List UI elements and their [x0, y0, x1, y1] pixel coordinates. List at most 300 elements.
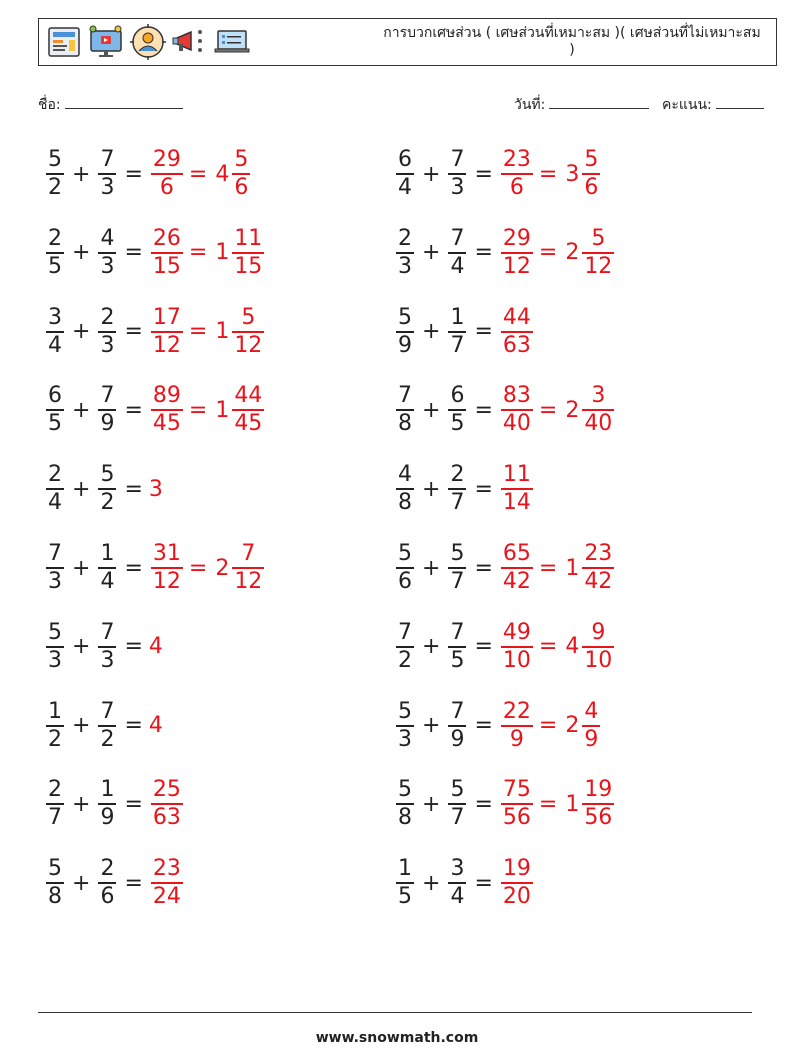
answer	[499, 305, 535, 359]
addend-a-fraction-denominator: 3	[398, 253, 412, 279]
addend-b-fraction-numerator: 7	[450, 225, 465, 251]
answer	[149, 305, 266, 359]
equals-sign: =	[474, 555, 493, 581]
mixed-fraction	[232, 147, 250, 201]
addend-a-fraction-numerator: 6	[398, 147, 412, 172]
answer	[149, 777, 185, 831]
answer	[499, 777, 616, 831]
answer-fraction-denominator: 20	[502, 884, 531, 910]
addend-b-fraction	[98, 777, 116, 831]
answer	[499, 620, 616, 674]
equals-sign: =	[474, 870, 493, 896]
answer	[149, 226, 266, 280]
answer-fraction-numerator: 29	[152, 147, 181, 172]
addend-b-fraction	[98, 147, 116, 201]
plus-sign: +	[72, 791, 91, 817]
answer-equals-sign: =	[188, 161, 208, 187]
answer-fraction-numerator: 83	[502, 383, 531, 409]
equals-sign: =	[474, 791, 493, 817]
mixed-whole-number: 2	[565, 240, 580, 266]
addend-b-fraction-denominator: 3	[100, 332, 115, 358]
addend-a-fraction-denominator: 2	[48, 726, 62, 752]
date-label: วันที่:	[514, 97, 546, 113]
addend-a-fraction-denominator: 2	[398, 647, 412, 673]
answer	[499, 226, 616, 280]
plus-sign: +	[72, 476, 91, 502]
equals-sign: =	[474, 240, 493, 266]
addend-b-fraction-numerator: 7	[450, 619, 465, 645]
answer-fraction-numerator: 89	[152, 383, 181, 409]
addend-b-fraction-numerator: 7	[100, 383, 115, 409]
answer-fraction	[501, 541, 533, 595]
footer-url: www.snowmath.com	[315, 1030, 479, 1046]
equals-sign: =	[124, 713, 143, 739]
addend-a-fraction-denominator: 4	[48, 490, 62, 516]
mixed-whole-number: 2	[215, 555, 230, 581]
answer-equals-sign: =	[538, 555, 558, 581]
addend-a-fraction-denominator: 2	[48, 175, 62, 200]
mixed-whole-number: 3	[565, 161, 580, 187]
addend-b-fraction	[448, 777, 466, 831]
mixed-fraction	[582, 226, 614, 280]
mixed-whole-number: 1	[565, 791, 580, 817]
answer-fraction	[151, 383, 183, 437]
mixed-fraction-denominator: 12	[234, 332, 263, 358]
mixed-fraction-numerator: 5	[591, 225, 606, 251]
laptop-list-icon	[213, 23, 251, 61]
addend-b-fraction-numerator: 6	[450, 383, 465, 409]
answer-fraction-numerator: 75	[502, 777, 531, 803]
addend-b-fraction	[448, 856, 466, 910]
addend-b-fraction-numerator: 5	[450, 541, 465, 566]
answer-fraction-numerator: 65	[502, 541, 531, 566]
name-field[interactable]	[38, 94, 183, 116]
answer-fraction	[501, 147, 533, 201]
problem-item	[394, 853, 535, 913]
addend-a-fraction-denominator: 4	[398, 175, 412, 200]
problem-item	[394, 774, 616, 834]
addend-b-fraction-denominator: 3	[100, 253, 115, 279]
addend-b-fraction-numerator: 5	[450, 777, 465, 803]
plus-sign: +	[422, 870, 441, 896]
addend-a-fraction-numerator: 2	[48, 462, 62, 488]
answer-fraction-numerator: 23	[152, 856, 181, 882]
answer-fraction-denominator: 6	[159, 175, 174, 200]
answer-equals-sign: =	[188, 397, 208, 423]
addend-a-fraction-numerator: 5	[398, 698, 412, 724]
answer-fraction-numerator: 31	[152, 541, 181, 566]
mixed-fraction	[582, 147, 600, 201]
addend-a-fraction	[396, 147, 414, 201]
addend-a-fraction-denominator: 4	[48, 332, 62, 358]
addend-b-fraction	[448, 305, 466, 359]
addend-a-fraction	[46, 462, 64, 516]
addend-a-fraction	[396, 383, 414, 437]
problem-item	[44, 696, 163, 756]
mixed-fraction-numerator: 5	[584, 147, 599, 172]
mixed-fraction-numerator: 4	[584, 698, 599, 724]
addend-a-fraction-numerator: 5	[398, 541, 412, 566]
addend-b-fraction	[448, 226, 466, 280]
addend-b-fraction	[448, 462, 466, 516]
equals-sign: =	[474, 161, 493, 187]
problem-item	[44, 223, 266, 283]
mixed-fraction-numerator: 5	[234, 147, 249, 172]
mixed-fraction	[232, 383, 264, 437]
answer-whole-number: 4	[148, 634, 163, 660]
addend-b-fraction	[98, 856, 116, 910]
mixed-fraction-denominator: 9	[584, 726, 599, 752]
name-blank[interactable]	[65, 95, 183, 109]
mixed-whole-number: 4	[565, 634, 580, 660]
addend-b-fraction	[98, 462, 116, 516]
addend-a-fraction-denominator: 8	[398, 490, 412, 516]
mixed-fraction-denominator: 45	[234, 411, 263, 437]
video-screen-icon	[87, 23, 125, 61]
plus-sign: +	[72, 161, 91, 187]
equals-sign: =	[124, 476, 143, 502]
addend-a-fraction-numerator: 7	[398, 619, 412, 645]
mixed-fraction	[582, 777, 614, 831]
answer-fraction	[151, 305, 183, 359]
answer	[499, 462, 535, 516]
mixed-whole-number: 1	[215, 397, 230, 423]
addend-a-fraction-denominator: 5	[48, 253, 62, 279]
date-blank[interactable]	[549, 95, 649, 109]
mixed-fraction-denominator: 10	[584, 647, 613, 673]
mixed-whole-number: 1	[215, 240, 230, 266]
addend-b-fraction-denominator: 4	[450, 253, 465, 279]
equals-sign: =	[474, 476, 493, 502]
addend-b-fraction-denominator: 3	[100, 175, 115, 200]
equals-sign: =	[124, 870, 143, 896]
footer-divider	[38, 1012, 752, 1013]
answer-fraction-numerator: 49	[502, 619, 531, 645]
addend-b-fraction	[448, 147, 466, 201]
addend-b-fraction-denominator: 2	[100, 726, 115, 752]
addend-b-fraction-denominator: 9	[100, 805, 115, 831]
mixed-fraction-numerator: 3	[591, 383, 606, 409]
newspaper-icon	[45, 23, 83, 61]
answer-fraction-denominator: 6	[509, 175, 524, 200]
answer-fraction-denominator: 63	[502, 332, 531, 358]
answer-fraction-numerator: 44	[502, 304, 531, 330]
answer-fraction	[501, 699, 533, 753]
answer-equals-sign: =	[188, 319, 208, 345]
addend-b-fraction-denominator: 7	[450, 805, 465, 831]
score-label: คะแนน:	[662, 97, 712, 113]
addend-b-fraction-numerator: 3	[450, 856, 465, 882]
addend-a-fraction-numerator: 6	[48, 383, 62, 409]
answer-equals-sign: =	[538, 161, 558, 187]
addend-b-fraction-numerator: 7	[100, 698, 115, 724]
problem-item	[394, 144, 602, 204]
mixed-fraction-denominator: 12	[584, 253, 613, 279]
problem-item	[44, 459, 163, 519]
plus-sign: +	[422, 319, 441, 345]
user-target-icon	[129, 23, 167, 61]
answer-equals-sign: =	[538, 791, 558, 817]
plus-sign: +	[72, 634, 91, 660]
answer-fraction	[501, 226, 533, 280]
answer-fraction	[151, 856, 183, 910]
answer	[149, 541, 266, 595]
addend-a-fraction-numerator: 1	[48, 698, 62, 724]
answer-fraction-denominator: 10	[502, 647, 531, 673]
plus-sign: +	[422, 791, 441, 817]
answer	[149, 856, 185, 910]
addend-a-fraction	[46, 699, 64, 753]
answer	[499, 147, 602, 201]
addend-b-fraction-numerator: 7	[100, 619, 115, 645]
answer-fraction-denominator: 12	[152, 569, 181, 594]
addend-b-fraction	[98, 699, 116, 753]
score-blank[interactable]	[716, 95, 764, 109]
addend-b-fraction	[448, 383, 466, 437]
mixed-fraction	[232, 226, 264, 280]
mixed-fraction-numerator: 19	[584, 777, 613, 803]
answer-fraction-numerator: 11	[502, 462, 531, 488]
problem-item	[44, 144, 252, 204]
answer-fraction-numerator: 25	[152, 777, 181, 803]
plus-sign: +	[422, 555, 441, 581]
addend-b-fraction	[98, 541, 116, 595]
answer-fraction	[151, 541, 183, 595]
problem-item	[44, 617, 163, 677]
answer-fraction-denominator: 14	[502, 490, 531, 516]
equals-sign: =	[124, 397, 143, 423]
answer-fraction	[501, 777, 533, 831]
mixed-fraction-numerator: 5	[241, 304, 256, 330]
answer	[499, 383, 616, 437]
addend-a-fraction-denominator: 6	[398, 569, 412, 594]
date-field[interactable]	[514, 94, 649, 116]
addend-a-fraction-numerator: 5	[398, 304, 412, 330]
mixed-fraction-numerator: 44	[234, 383, 263, 409]
plus-sign: +	[422, 161, 441, 187]
problem-item	[394, 459, 535, 519]
addend-b-fraction-numerator: 1	[100, 777, 115, 803]
answer-equals-sign: =	[538, 713, 558, 739]
equals-sign: =	[124, 240, 143, 266]
mixed-fraction-numerator: 9	[591, 619, 606, 645]
mixed-whole-number: 2	[565, 397, 580, 423]
addend-a-fraction-numerator: 1	[398, 856, 412, 882]
answer	[149, 634, 163, 659]
answer-fraction	[151, 147, 183, 201]
answer-fraction-denominator: 63	[152, 805, 181, 831]
answer-fraction-numerator: 19	[502, 856, 531, 882]
addend-a-fraction	[46, 777, 64, 831]
equals-sign: =	[474, 634, 493, 660]
plus-sign: +	[422, 476, 441, 502]
equals-sign: =	[474, 319, 493, 345]
addend-a-fraction	[396, 777, 414, 831]
answer-fraction-denominator: 24	[152, 884, 181, 910]
answer	[149, 713, 163, 738]
addend-a-fraction-numerator: 5	[48, 856, 62, 882]
addend-a-fraction	[396, 226, 414, 280]
addend-b-fraction-numerator: 7	[450, 698, 465, 724]
megaphone-icon	[171, 23, 209, 61]
addend-b-fraction	[98, 305, 116, 359]
addend-a-fraction-denominator: 3	[48, 647, 62, 673]
mixed-fraction-numerator: 7	[241, 541, 256, 566]
plus-sign: +	[72, 319, 91, 345]
addend-b-fraction-denominator: 7	[450, 569, 465, 594]
addend-a-fraction-denominator: 7	[48, 805, 62, 831]
problem-item	[394, 302, 535, 362]
addend-b-fraction-denominator: 6	[100, 884, 115, 910]
answer-fraction-denominator: 40	[502, 411, 531, 437]
addend-a-fraction-numerator: 5	[48, 147, 62, 172]
answer-equals-sign: =	[188, 240, 208, 266]
answer-fraction-denominator: 15	[152, 253, 181, 279]
answer-fraction	[151, 777, 183, 831]
problem-item	[394, 696, 602, 756]
problem-item	[44, 380, 266, 440]
addend-a-fraction	[396, 305, 414, 359]
equals-sign: =	[124, 319, 143, 345]
answer	[149, 383, 266, 437]
answer-fraction-numerator: 26	[152, 225, 181, 251]
addend-a-fraction	[396, 699, 414, 753]
addend-b-fraction-numerator: 4	[100, 225, 115, 251]
addend-b-fraction-denominator: 9	[100, 411, 115, 437]
name-label: ชื่อ:	[38, 97, 61, 113]
addend-a-fraction-denominator: 8	[398, 411, 412, 437]
problem-item	[394, 380, 616, 440]
addend-b-fraction	[448, 541, 466, 595]
problem-item	[394, 223, 616, 283]
plus-sign: +	[72, 713, 91, 739]
answer	[499, 699, 602, 753]
mixed-fraction-denominator: 40	[584, 411, 613, 437]
header-icons	[45, 23, 251, 61]
addend-a-fraction-numerator: 2	[48, 225, 62, 251]
answer	[149, 477, 163, 502]
equals-sign: =	[124, 634, 143, 660]
addend-b-fraction-denominator: 4	[450, 884, 465, 910]
answer-equals-sign: =	[538, 397, 558, 423]
addend-a-fraction-numerator: 4	[398, 462, 412, 488]
addend-a-fraction	[46, 226, 64, 280]
addend-a-fraction	[46, 147, 64, 201]
answer-fraction-denominator: 12	[152, 332, 181, 358]
problem-item	[44, 774, 185, 834]
addend-a-fraction-numerator: 5	[398, 777, 412, 803]
answer-fraction	[501, 856, 533, 910]
addend-a-fraction-denominator: 8	[398, 805, 412, 831]
addend-b-fraction-numerator: 2	[100, 304, 115, 330]
addend-a-fraction	[396, 462, 414, 516]
addend-b-fraction	[98, 383, 116, 437]
answer-fraction	[501, 620, 533, 674]
addend-a-fraction-numerator: 2	[398, 225, 412, 251]
addend-b-fraction	[448, 620, 466, 674]
answer	[499, 541, 616, 595]
mixed-fraction-numerator: 11	[234, 225, 263, 251]
mixed-fraction	[232, 541, 264, 595]
addend-a-fraction-numerator: 7	[48, 541, 62, 566]
addend-a-fraction-numerator: 5	[48, 619, 62, 645]
answer-fraction-denominator: 45	[152, 411, 181, 437]
plus-sign: +	[422, 634, 441, 660]
problem-item	[394, 617, 616, 677]
addend-b-fraction	[448, 699, 466, 753]
addend-b-fraction-denominator: 7	[450, 490, 465, 516]
answer-fraction	[151, 226, 183, 280]
problem-item	[44, 302, 266, 362]
answer-fraction-numerator: 17	[152, 304, 181, 330]
answer-fraction	[501, 383, 533, 437]
addend-b-fraction-denominator: 5	[450, 647, 465, 673]
plus-sign: +	[72, 240, 91, 266]
addend-a-fraction	[396, 541, 414, 595]
equals-sign: =	[124, 555, 143, 581]
equals-sign: =	[124, 161, 143, 187]
addend-b-fraction-numerator: 7	[450, 147, 465, 172]
addend-b-fraction-denominator: 3	[450, 175, 465, 200]
addend-b-fraction-denominator: 5	[450, 411, 465, 437]
addend-a-fraction	[46, 305, 64, 359]
addend-a-fraction-denominator: 5	[48, 411, 62, 437]
addend-b-fraction-numerator: 1	[450, 304, 465, 330]
problem-item	[44, 853, 185, 913]
answer	[149, 147, 252, 201]
addend-a-fraction-denominator: 3	[398, 726, 412, 752]
answer-equals-sign: =	[188, 555, 208, 581]
plus-sign: +	[72, 555, 91, 581]
mixed-whole-number: 2	[565, 713, 580, 739]
answer-fraction-denominator: 9	[509, 726, 524, 752]
addend-b-fraction	[98, 226, 116, 280]
worksheet-header	[38, 18, 777, 66]
problem-item	[44, 538, 266, 598]
answer-fraction-numerator: 22	[502, 698, 531, 724]
plus-sign: +	[422, 397, 441, 423]
equals-sign: =	[124, 791, 143, 817]
addend-b-fraction-denominator: 4	[100, 569, 115, 594]
equals-sign: =	[474, 397, 493, 423]
answer-fraction-denominator: 56	[502, 805, 531, 831]
answer-fraction-denominator: 12	[502, 253, 531, 279]
mixed-fraction	[582, 541, 614, 595]
addend-b-fraction-numerator: 7	[100, 147, 115, 172]
addend-b-fraction	[98, 620, 116, 674]
score-field[interactable]	[662, 94, 764, 116]
mixed-whole-number: 1	[565, 555, 580, 581]
addend-a-fraction-denominator: 5	[398, 884, 412, 910]
addend-a-fraction	[46, 541, 64, 595]
answer-whole-number: 3	[148, 476, 163, 502]
plus-sign: +	[422, 713, 441, 739]
addend-a-fraction-denominator: 9	[398, 332, 412, 358]
mixed-fraction-numerator: 23	[584, 541, 613, 566]
answer-equals-sign: =	[538, 240, 558, 266]
answer-fraction-numerator: 29	[502, 225, 531, 251]
problem-item	[394, 538, 616, 598]
addend-a-fraction	[46, 856, 64, 910]
answer	[499, 856, 535, 910]
mixed-fraction	[582, 699, 600, 753]
plus-sign: +	[72, 397, 91, 423]
mixed-fraction	[232, 305, 264, 359]
addend-a-fraction-numerator: 7	[398, 383, 412, 409]
addend-b-fraction-denominator: 9	[450, 726, 465, 752]
answer-fraction-numerator: 23	[502, 147, 531, 172]
mixed-fraction-denominator: 6	[234, 175, 249, 200]
